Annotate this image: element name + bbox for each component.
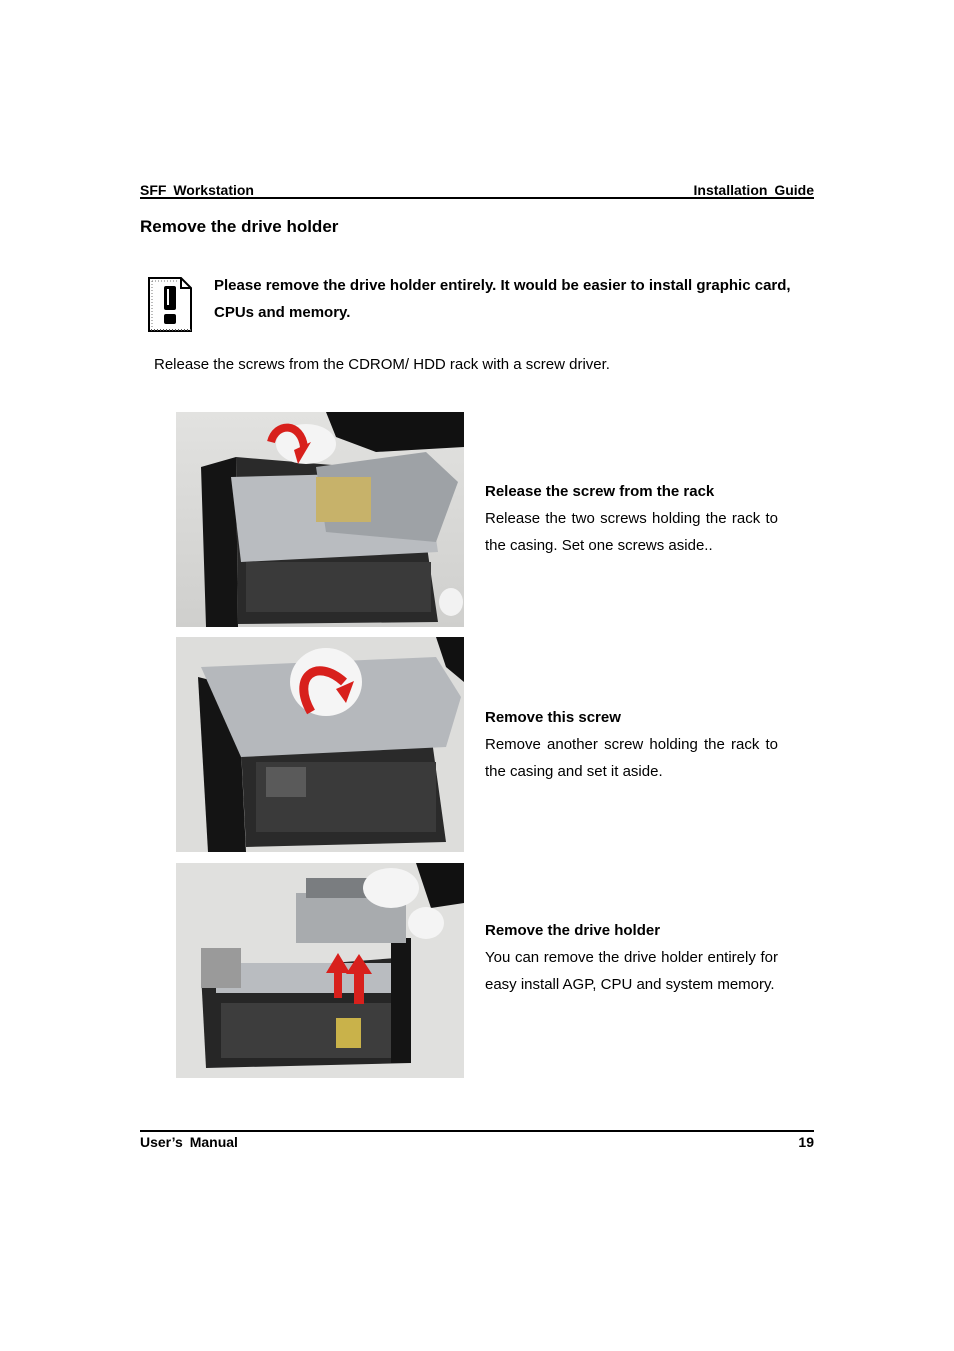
footer-rule — [140, 1130, 814, 1132]
step-2 — [485, 704, 778, 785]
step-1-title: Release the screw from the rack — [485, 483, 715, 500]
intro-text: Release the screws from the CDROM/ HDD rack with a screw driver. — [154, 356, 610, 373]
exclamation-document-icon — [147, 276, 193, 333]
step-1-photo — [176, 412, 464, 627]
step-1-description: Release the two screws holding the rack to the casing. Set one screws aside.. — [485, 510, 778, 554]
header-rule — [140, 197, 814, 199]
step-1 — [485, 478, 778, 559]
step-2-description: Remove another screw holding the rack to the casing and set it aside. — [485, 736, 778, 780]
footer-manual-name: User’s Manual — [140, 1134, 238, 1150]
step-2-title: Remove this screw — [485, 709, 621, 726]
step-3-photo — [176, 863, 464, 1078]
section-title: Remove the drive holder — [140, 217, 339, 236]
header-guide-name: Installation Guide — [693, 182, 814, 198]
step-3-description: You can remove the drive holder entirely for easy install AGP, CPU and system memory. — [485, 949, 778, 993]
notice-text: Please remove the drive holder entirely. It would be easier to install graphic card, CPUs and memory. — [214, 277, 791, 321]
step-3-title: Remove the drive holder — [485, 922, 661, 939]
step-2-photo — [176, 637, 464, 852]
header-title: SFF Workstation — [140, 182, 254, 198]
step-3 — [485, 917, 778, 998]
page-number: 19 — [798, 1134, 814, 1150]
